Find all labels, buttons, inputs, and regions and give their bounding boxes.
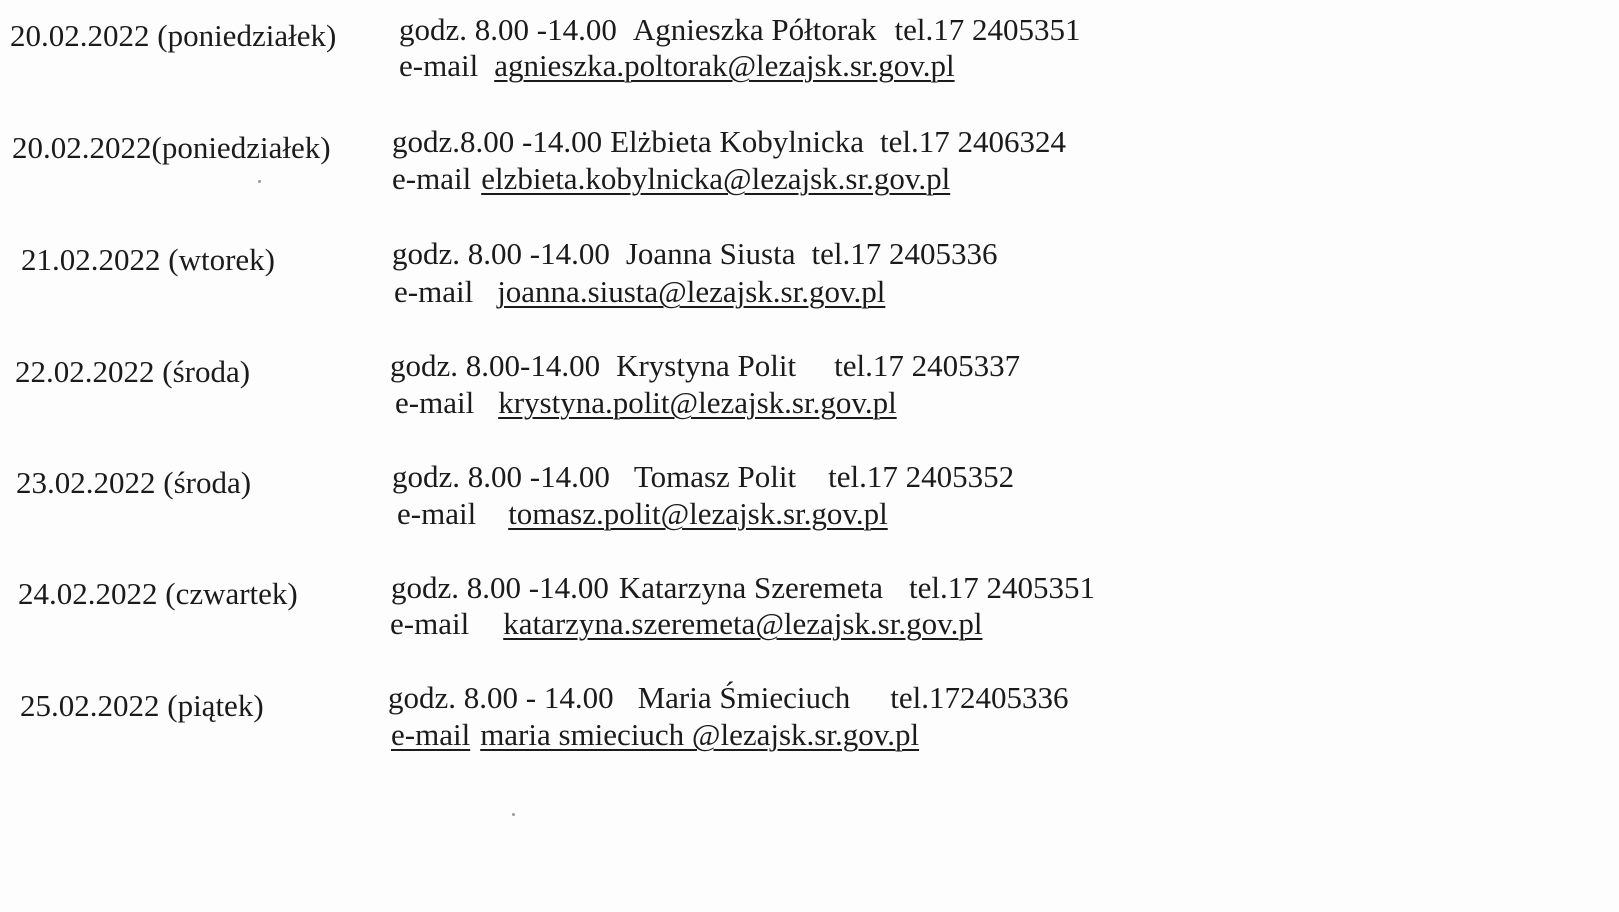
duty-entry <box>0 666 1619 766</box>
duty-entry <box>0 222 1619 322</box>
entry-hours: godz. 8.00 -14.00 <box>392 236 610 271</box>
entry-hours: godz. 8.00 - 14.00 <box>388 680 614 715</box>
entry-email-address[interactable]: krystyna.polit@lezajsk.sr.gov.pl <box>498 385 897 420</box>
entry-person-name: Maria Śmieciuch <box>637 680 851 715</box>
entry-date: 20.02.2022 (poniedziałek) <box>10 18 337 53</box>
entry-email-line <box>390 608 982 639</box>
entry-email-label: e-mail <box>399 48 479 83</box>
entry-email-line <box>392 163 950 194</box>
entry-email-line[interactable] <box>391 719 919 750</box>
entry-date: 21.02.2022 (wtorek) <box>21 242 275 277</box>
scan-speck <box>258 180 261 183</box>
duty-entry <box>0 0 1619 100</box>
entry-date: 25.02.2022 (piątek) <box>20 688 264 723</box>
entry-email-line <box>399 50 955 81</box>
entry-details-line <box>392 461 1014 492</box>
entry-phone: tel.172405336 <box>890 680 1069 715</box>
entry-details-line <box>392 238 997 269</box>
entry-email-label: e-mail <box>395 385 475 420</box>
entry-email-line <box>394 276 885 307</box>
entry-details-line <box>399 14 1080 45</box>
duty-entry <box>0 444 1619 544</box>
entry-email-address[interactable]: agnieszka.poltorak@lezajsk.sr.gov.pl <box>494 48 955 83</box>
entry-details-line <box>391 572 1095 603</box>
entry-person-name: Krystyna Polit <box>616 348 797 383</box>
entry-date: 23.02.2022 (środa) <box>16 465 252 500</box>
entry-details-line <box>388 682 1068 713</box>
entry-email-label: e-mail <box>397 496 477 531</box>
entry-person-name: Elżbieta Kobylnicka <box>610 124 865 159</box>
entry-phone: tel.17 2405351 <box>909 570 1096 605</box>
entry-person-name: Katarzyna Szeremeta <box>618 570 884 605</box>
entry-phone: tel.17 2405351 <box>894 12 1081 47</box>
entry-email-label: e-mail <box>394 274 474 309</box>
entry-email-line <box>395 387 897 418</box>
entry-details-line <box>392 126 1066 157</box>
duty-entry <box>0 555 1619 655</box>
entry-email-address[interactable]: joanna.siusta@lezajsk.sr.gov.pl <box>497 274 886 309</box>
entry-email-label: e-mail <box>390 606 470 641</box>
entry-person-name: Tomasz Polit <box>633 459 797 494</box>
duty-entry <box>0 333 1619 433</box>
entry-details-line <box>390 350 1020 381</box>
entry-hours: godz. 8.00 -14.00 <box>391 570 609 605</box>
entry-date: 20.02.2022(poniedziałek) <box>12 130 331 165</box>
entry-date: 24.02.2022 (czwartek) <box>18 576 298 611</box>
entry-email-address[interactable]: maria smieciuch @lezajsk.sr.gov.pl <box>480 717 920 752</box>
entry-person-name: Agnieszka Półtorak <box>632 12 877 47</box>
entry-email-label: e-mail <box>391 717 471 752</box>
entry-phone: tel.17 2406324 <box>880 124 1067 159</box>
scan-speck <box>512 813 515 816</box>
entry-date: 22.02.2022 (środa) <box>15 354 251 389</box>
entry-hours: godz.8.00 -14.00 <box>392 124 603 159</box>
entry-hours: godz. 8.00 -14.00 <box>399 12 617 47</box>
duty-entry <box>0 111 1619 211</box>
entry-email-address[interactable]: elzbieta.kobylnicka@lezajsk.sr.gov.pl <box>481 161 951 196</box>
entry-email-address[interactable]: tomasz.polit@lezajsk.sr.gov.pl <box>508 496 888 531</box>
entry-phone: tel.17 2405352 <box>828 459 1015 494</box>
entry-email-address[interactable]: katarzyna.szeremeta@lezajsk.sr.gov.pl <box>503 606 983 641</box>
entry-phone: tel.17 2405337 <box>834 348 1021 383</box>
entry-phone: tel.17 2405336 <box>811 236 998 271</box>
entry-email-line <box>397 498 888 529</box>
entry-person-name: Joanna Siusta <box>625 236 796 271</box>
entry-hours: godz. 8.00 -14.00 <box>392 459 610 494</box>
entry-email-label: e-mail <box>392 161 472 196</box>
entry-hours: godz. 8.00-14.00 <box>390 348 601 383</box>
